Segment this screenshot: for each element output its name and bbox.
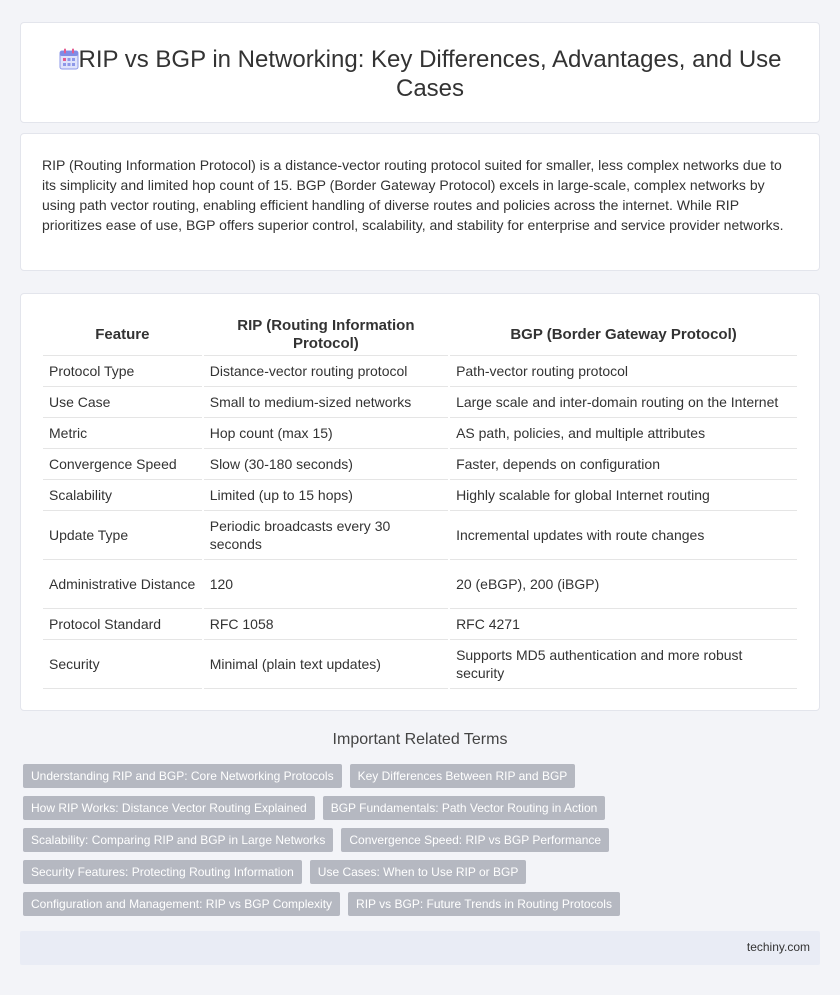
related-term-link[interactable]: Understanding RIP and BGP: Core Networking Protocols <box>23 764 342 788</box>
cell-rip: Small to medium-sized networks <box>204 387 448 418</box>
cell-bgp: 20 (eBGP), 200 (iBGP) <box>450 560 797 609</box>
cell-feature: Security <box>43 640 202 689</box>
cell-rip: Slow (30-180 seconds) <box>204 449 448 480</box>
title-card <box>20 22 820 123</box>
cell-feature: Protocol Standard <box>43 609 202 640</box>
cell-feature: Convergence Speed <box>43 449 202 480</box>
intro-card <box>20 133 820 271</box>
related-terms-heading: Important Related Terms <box>332 731 508 748</box>
table-row <box>43 418 797 449</box>
table-row <box>43 511 797 560</box>
related-term-link[interactable]: Convergence Speed: RIP vs BGP Performance <box>341 828 609 852</box>
header-rip: RIP (Routing Information Protocol) <box>204 315 448 356</box>
cell-bgp: Path-vector routing protocol <box>450 356 797 387</box>
header-bgp: BGP (Border Gateway Protocol) <box>450 315 797 356</box>
footer <box>20 931 820 965</box>
table-row <box>43 449 797 480</box>
cell-bgp: Incremental updates with route changes <box>450 511 797 560</box>
cell-bgp: AS path, policies, and multiple attributes <box>450 418 797 449</box>
related-term-link[interactable]: Security Features: Protecting Routing Information <box>23 860 302 884</box>
table-row <box>43 356 797 387</box>
cell-feature: Scalability <box>43 480 202 511</box>
table-row <box>43 560 797 609</box>
cell-rip: Distance-vector routing protocol <box>204 356 448 387</box>
cell-feature: Metric <box>43 418 202 449</box>
comparison-table <box>41 315 799 689</box>
table-row <box>43 609 797 640</box>
cell-bgp: Highly scalable for global Internet routing <box>450 480 797 511</box>
cell-rip: 120 <box>204 560 448 609</box>
related-term-link[interactable]: BGP Fundamentals: Path Vector Routing in Action <box>323 796 606 820</box>
related-term-link[interactable]: How RIP Works: Distance Vector Routing Explained <box>23 796 315 820</box>
footer-brand[interactable]: techiny.com <box>746 940 810 954</box>
related-term-link[interactable]: RIP vs BGP: Future Trends in Routing Protocols <box>348 892 620 916</box>
related-term-link[interactable]: Configuration and Management: RIP vs BGP Complexity <box>23 892 340 916</box>
table-row <box>43 480 797 511</box>
cell-rip: Limited (up to 15 hops) <box>204 480 448 511</box>
cell-bgp: Large scale and inter-domain routing on the Internet <box>450 387 797 418</box>
table-row <box>43 640 797 689</box>
cell-feature: Use Case <box>43 387 202 418</box>
table-row <box>43 387 797 418</box>
header-feature: Feature <box>43 315 202 356</box>
comparison-card <box>20 293 820 711</box>
intro-paragraph: RIP (Routing Information Protocol) is a distance-vector routing protocol suited for smaller, less complex networks due to its simplicity and limited hop count of 15. BGP (Border Gateway Protocol) excels in large-scale, complex networks by using path vector routing, enabling efficient handling of diverse routes and policies across the internet. While RIP prioritizes ease of use, BGP offers superior control, scalability, and stability for enterprise and service provider networks. <box>42 157 784 233</box>
cell-bgp: Supports MD5 authentication and more robust security <box>450 640 797 689</box>
related-term-link[interactable]: Scalability: Comparing RIP and BGP in Large Networks <box>23 828 333 852</box>
related-term-link[interactable]: Key Differences Between RIP and BGP <box>350 764 576 788</box>
cell-bgp: Faster, depends on configuration <box>450 449 797 480</box>
page-title: RIP vs BGP in Networking: Key Differences, Advantages, and Use Cases <box>78 46 782 102</box>
related-terms-list <box>23 764 823 924</box>
cell-feature: Update Type <box>43 511 202 560</box>
cell-rip: Minimal (plain text updates) <box>204 640 448 689</box>
cell-rip: Hop count (max 15) <box>204 418 448 449</box>
cell-rip: Periodic broadcasts every 30 seconds <box>204 511 448 560</box>
cell-feature: Administrative Distance <box>43 560 202 609</box>
cell-rip: RFC 1058 <box>204 609 448 640</box>
related-term-link[interactable]: Use Cases: When to Use RIP or BGP <box>310 860 527 884</box>
cell-feature: Protocol Type <box>43 356 202 387</box>
cell-bgp: RFC 4271 <box>450 609 797 640</box>
table-header-row <box>43 315 797 356</box>
